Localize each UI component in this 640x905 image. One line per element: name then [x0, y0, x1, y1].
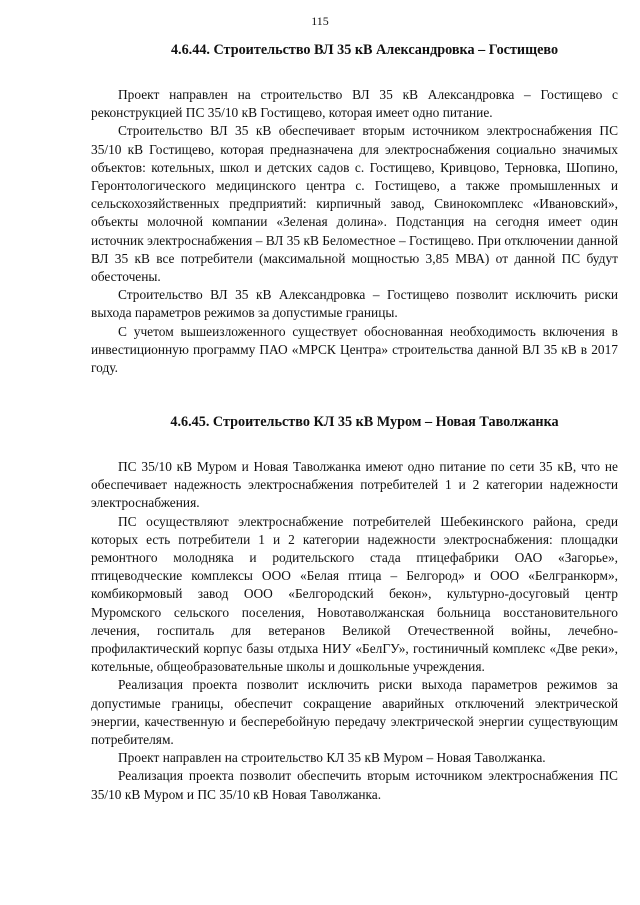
section-4-6-44 — [91, 42, 618, 377]
paragraph: ПС осуществляют электроснабжение потребителей Шебекинского района, среди которых есть потребители 1 и 2 категории надежности электроснабжения: площадки ремонтного молодняка и родительского стада птицефабрики ОАО «Загорье», птицеводческие комплексы ООО «Белая птица – Белгород» и ООО «Белгранкорм», комбикормовый завод ООО «Белгородский бекон», культурно-досуговый центр Муромского сельского поселения, Новотаволжанская больница восстановительного лечения, госпиталь для ветеранов Великой Отечественной войны, лечебно-профилактический корпус базы отдыха НИУ «БелГУ», гостиничный комплекс «Две реки», котельные, общеобразовательные школы и дошкольные учреждения. — [91, 513, 618, 675]
page-number: 115 — [311, 14, 329, 28]
section-title: 4.6.45. Строительство КЛ 35 кВ Муром – Новая Таволжанка — [170, 414, 559, 430]
paragraph: Реализация проекта позволит обеспечить вторым источником электроснабжения ПС 35/10 кВ Муром и ПС 35/10 кВ Новая Таволжанка. — [91, 768, 618, 802]
section-4-6-45 — [91, 414, 618, 804]
paragraph: Проект направлен на строительство КЛ 35 кВ Муром – Новая Таволжанка. — [118, 750, 546, 766]
section-title: 4.6.44. Строительство ВЛ 35 кВ Александровка – Гостищево — [170, 42, 559, 58]
paragraph: Строительство ВЛ 35 кВ обеспечивает вторым источником электроснабжения ПС 35/10 кВ Гостищево, которая предназначена для электроснабжения социально значимых объектов: котельных, школ и детских садов с. Гостищево, Кривцово, Терновка, Шопино, Геронтологического медицинского центра с. Гостищево, а также промышленных и сельскохозяйственных предприятий: кирпичный завод, Свинокомплекс «Ивановский», объекты молочной компании «Зеленая долина». Подстанция на сегодня имеет один источник электроснабжения – ВЛ 35 кВ Беломестное – Гостищево. При отключении данной ВЛ 35 кВ все потребители (максимальной мощностью 3,85 МВА) от данной ПС будут обесточены. — [91, 123, 618, 285]
paragraph: ПС 35/10 кВ Муром и Новая Таволжанка имеют одно питание по сети 35 кВ, что не обеспечивает надежность электроснабжения потребителей 1 и 2 категории надежности электроснабжения. — [91, 459, 618, 511]
paragraph: Строительство ВЛ 35 кВ Александровка – Гостищево позволит исключить риски выхода параметров режимов за допустимые границы. — [91, 287, 618, 321]
paragraph: Проект направлен на строительство ВЛ 35 кВ Александровка – Гостищево с реконструкцией ПС 35/10 кВ Гостищево, которая имеет одно питание. — [91, 87, 618, 121]
paragraph: Реализация проекта позволит исключить риски выхода параметров режимов за допустимые границы, обеспечит сокращение аварийных отключений электрической энергии, качественную и бесперебойную передачу электрической энергии существующим потребителям. — [91, 677, 618, 748]
paragraph: С учетом вышеизложенного существует обоснованная необходимость включения в инвестиционную программу ПАО «МРСК Центра» строительства данной ВЛ 35 кВ в 2017 году. — [91, 323, 618, 376]
